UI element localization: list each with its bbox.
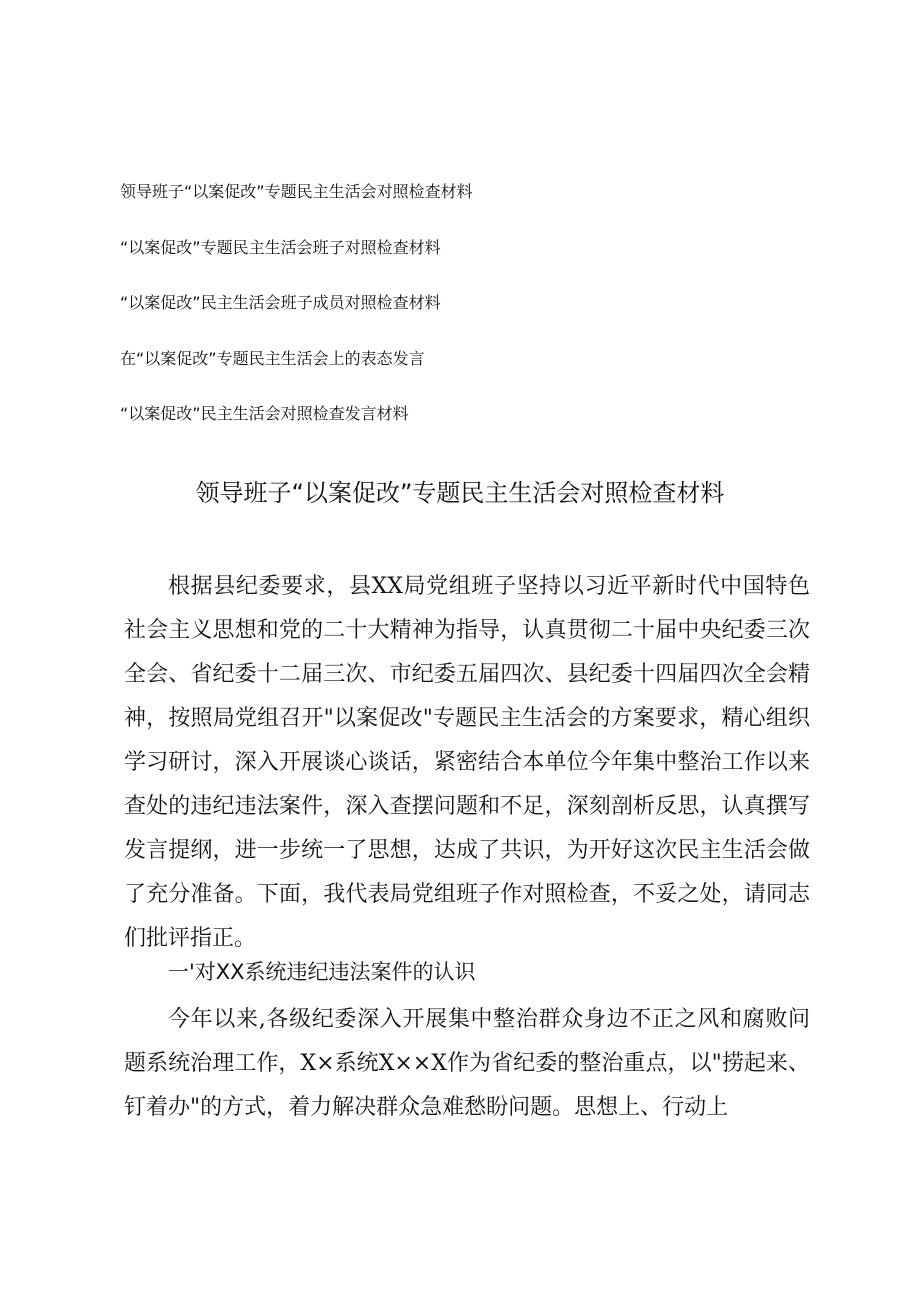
toc-item: 在“以案促改”专题民主生活会上的表态发言 bbox=[120, 349, 425, 368]
body-paragraph: 根据县纪委要求，县XX局党组班子坚持以习近平新时代中国特色社会主义思想和党的二十大精神为指导，认真贯彻二十届中央纪委三次全会、省纪委十二届三次、市纪委五届四次、县纪委十四届四次全会精神，按照局党组召开"以案促改"专题民主生活会的方案要求，精心组织学习研讨，深入开展谈心谈话，紧密结合本单位今年集中整治工作以来查处的违纪违法案件，深入查摆问题和不足，深刻剖析反思，认真撰写发言提纲，进一步统一了思想，达成了共识，为开好这次民主生活会做了充分准备。下面，我代表局党组班子作对照检查，不妥之处，请同志们批评指正。 bbox=[124, 574, 810, 951]
document-title: 领导班子“以案促改”专题民主生活会对照检查材料 bbox=[195, 479, 725, 507]
toc-item: “以案促改”民主生活会班子成员对照检查材料 bbox=[120, 293, 441, 312]
section-heading: 一'对XX系统违纪违法案件的认识 bbox=[168, 960, 476, 984]
toc-item: “以案促改”民主生活会对照检查发言材料 bbox=[120, 404, 409, 423]
toc-item: “以案促改”专题民主生活会班子对照检查材料 bbox=[120, 238, 441, 257]
toc-item: 领导班子“以案促改”专题民主生活会对照检查材料 bbox=[120, 182, 473, 201]
body-paragraph: 今年以来,各级纪委深入开展集中整治群众身边不正之风和腐败问题系统治理工作，X×系统X××X作为省纪委的整治重点，以"捞起来、钉着办"的方式，着力解决群众急难愁盼问题。思想上、行动上 bbox=[124, 1007, 810, 1120]
